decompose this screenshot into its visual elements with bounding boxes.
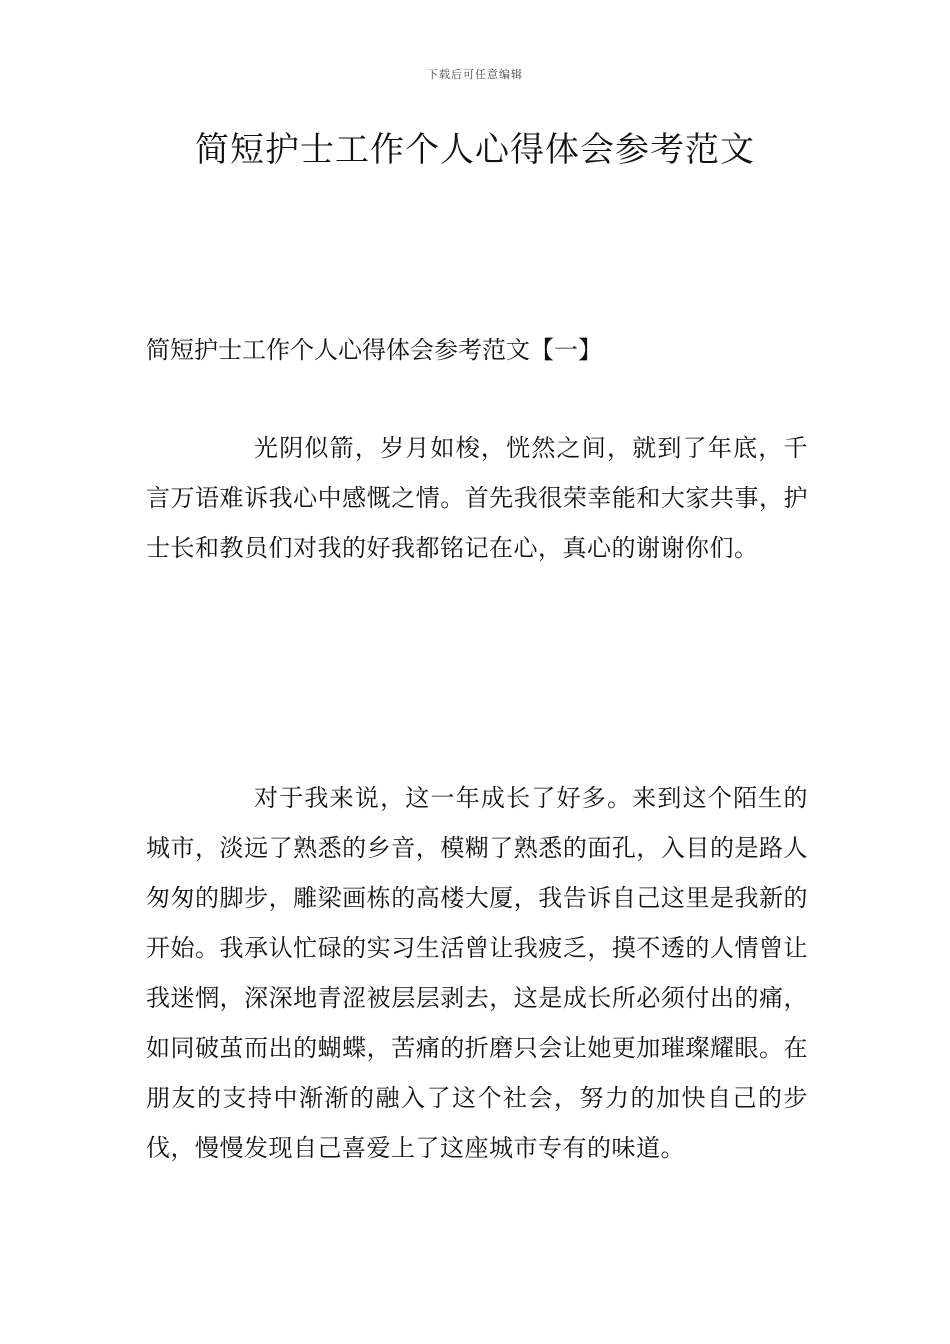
body-paragraph-1: 光阴似箭，岁月如梭，恍然之间，就到了年底，千言万语难诉我心中感慨之情。首先我很荣幸能和大家共事，护士长和教员们对我的好我都铭记在心，真心的谢谢你们。: [146, 434, 808, 562]
body-paragraph-2: 对于我来说，这一年成长了好多。来到这个陌生的城市，淡远了熟悉的乡音，模糊了熟悉的面孔，入目的是路人匆匆的脚步，雕梁画栋的高楼大厦，我告诉自己这里是我新的开始。我承认忙碌的实习生活曾让我疲乏，摸不透的人情曾让我迷惘，深深地青涩被层层剥去，这是成长所必须付出的痛，如同破茧而出的蝴蝶，苦痛的折磨只会让她更加璀璨耀眼。在朋友的支持中渐渐的融入了这个社会，努力的加快自己的步伐，慢慢发现自己喜爱上了这座城市专有的味道。: [146, 784, 808, 1162]
section-heading: 简短护士工作个人心得体会参考范文【一】: [146, 336, 602, 364]
document-title: 简短护士工作个人心得体会参考范文: [195, 130, 755, 170]
header-note: 下载后可任意编辑: [427, 68, 523, 81]
